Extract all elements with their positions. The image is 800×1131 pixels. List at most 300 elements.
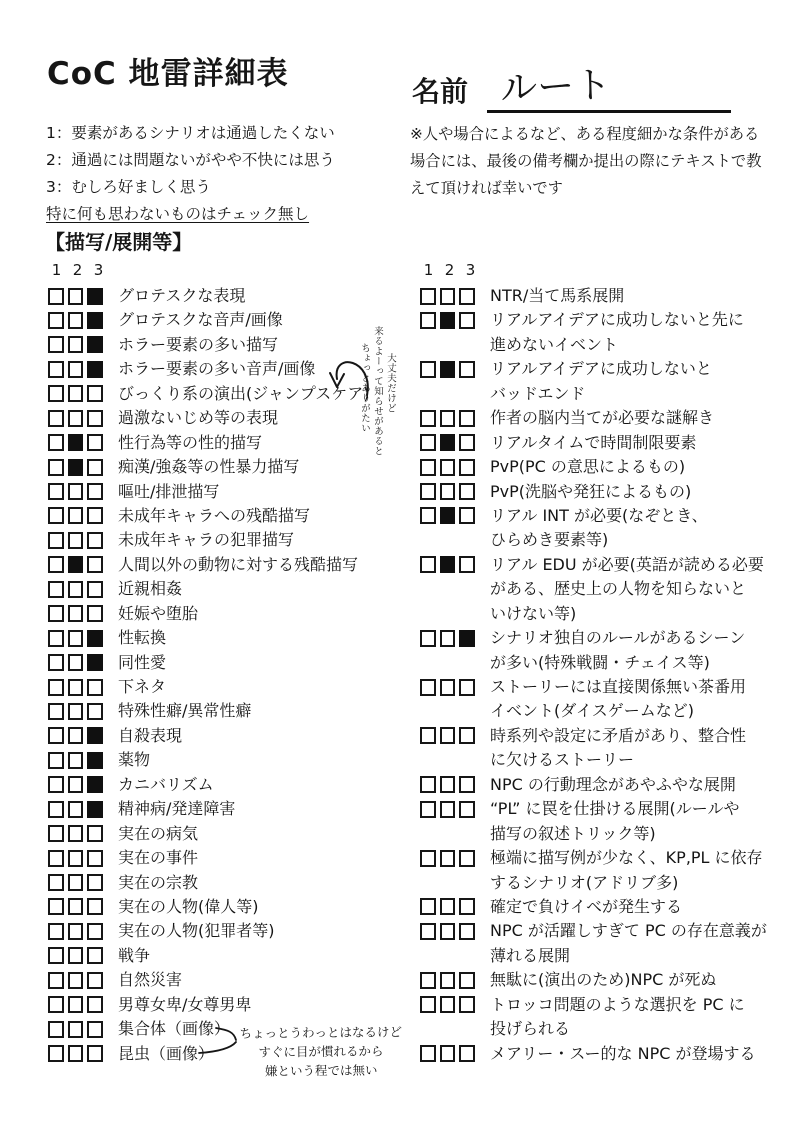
checkbox-2[interactable]: [68, 312, 84, 329]
checkbox-1[interactable]: [48, 679, 64, 696]
checkbox-3[interactable]: [87, 312, 103, 329]
item-label: カニバリズム: [118, 774, 214, 794]
rating-boxes: [420, 776, 479, 793]
rating-boxes: [420, 556, 479, 573]
checkbox-3[interactable]: [87, 874, 103, 891]
checkbox-1[interactable]: [48, 874, 64, 891]
checkbox-1[interactable]: [48, 605, 64, 622]
checklist-item: [48, 651, 408, 675]
checkbox-2[interactable]: [440, 727, 456, 744]
rating-boxes: [48, 923, 107, 940]
checkbox-1[interactable]: [48, 483, 64, 500]
scale-col-2: 2: [72, 261, 83, 279]
checkbox-1[interactable]: [420, 312, 436, 329]
checkbox-1[interactable]: [48, 410, 64, 427]
checkbox-2[interactable]: [440, 801, 456, 818]
checkbox-3[interactable]: [87, 459, 103, 476]
rating-boxes: [48, 727, 107, 744]
checkbox-3[interactable]: [87, 630, 103, 647]
checkbox-2[interactable]: [68, 630, 84, 647]
item-label: ストーリーには直接関係無い茶番用 イベント(ダイスゲームなど): [490, 677, 747, 721]
checkbox-2[interactable]: [440, 630, 456, 647]
checkbox-1[interactable]: [48, 630, 64, 647]
checkbox-1[interactable]: [48, 825, 64, 842]
checklist-item: [420, 675, 780, 724]
item-label: 作者の脳内当てが必要な謎解き: [490, 408, 715, 428]
checkbox-3[interactable]: [459, 556, 475, 573]
checkbox-1[interactable]: [420, 483, 436, 500]
rating-boxes: [48, 996, 107, 1013]
checkbox-1[interactable]: [48, 288, 64, 305]
item-label: リアルアイデアに成功しないと先に 進めないイベント: [490, 310, 744, 354]
checkbox-3[interactable]: [87, 1045, 103, 1062]
checkbox-2[interactable]: [68, 483, 84, 500]
checkbox-2[interactable]: [440, 776, 456, 793]
checklist-item: [420, 1042, 780, 1066]
checkbox-3[interactable]: [459, 972, 475, 989]
checkbox-3[interactable]: [459, 312, 475, 329]
checklist-item: [48, 626, 408, 650]
checkbox-2[interactable]: [68, 825, 84, 842]
checkbox-3[interactable]: [87, 801, 103, 818]
item-label: NTR/当て馬系展開: [490, 286, 625, 305]
checkbox-2[interactable]: [440, 459, 456, 476]
checkbox-2[interactable]: [68, 532, 84, 549]
rating-boxes: [48, 483, 107, 500]
checkbox-1[interactable]: [420, 727, 436, 744]
checkbox-2[interactable]: [68, 434, 84, 451]
checkbox-3[interactable]: [459, 801, 475, 818]
checkbox-2[interactable]: [440, 898, 456, 915]
item-label: 近親相姦: [118, 579, 183, 599]
checkbox-1[interactable]: [48, 727, 64, 744]
checklist-item: [48, 797, 408, 821]
item-label: ホラー要素の多い描写: [118, 334, 279, 354]
checkbox-3[interactable]: [87, 923, 103, 940]
item-label: 過激ないじめ等の表現: [118, 408, 279, 428]
checkbox-3[interactable]: [87, 556, 103, 573]
checkbox-1[interactable]: [48, 581, 64, 598]
checkbox-1[interactable]: [420, 361, 436, 378]
checkbox-3[interactable]: [87, 288, 103, 305]
rating-boxes: [420, 361, 479, 378]
checkbox-1[interactable]: [48, 996, 64, 1013]
checkbox-1[interactable]: [48, 556, 64, 573]
checklist-item: [420, 504, 780, 553]
no-check-note: 特に何も思わないものはチェック無し: [46, 205, 310, 223]
checkbox-2[interactable]: [68, 923, 84, 940]
rating-boxes: [48, 703, 107, 720]
rating-boxes: [48, 288, 107, 305]
checkbox-3[interactable]: [459, 410, 475, 427]
rating-boxes: [420, 434, 479, 451]
checkbox-3[interactable]: [87, 361, 103, 378]
checklist-item: [48, 577, 408, 601]
checklist-item: [48, 699, 408, 723]
checkbox-3[interactable]: [459, 923, 475, 940]
rating-boxes: [420, 996, 479, 1013]
checkbox-1[interactable]: [420, 776, 436, 793]
rating-boxes: [420, 288, 479, 305]
checkbox-3[interactable]: [87, 825, 103, 842]
checklist-item: [420, 724, 780, 773]
checkbox-3[interactable]: [87, 1021, 103, 1038]
checklist-item: [420, 406, 780, 430]
name-label: 名前: [412, 75, 469, 108]
checkbox-1[interactable]: [420, 288, 436, 305]
handdrawn-arrow-icon: [322, 349, 372, 403]
checklist-item: [420, 284, 780, 308]
item-label: NPC の行動理念があやふやな展開: [490, 774, 736, 794]
checkbox-2[interactable]: [68, 1021, 84, 1038]
checkbox-3[interactable]: [87, 752, 103, 769]
checkbox-2[interactable]: [440, 850, 456, 867]
item-label: “PL” に罠を仕掛ける展開(ルールや 描写の叙述トリック等): [490, 799, 740, 843]
item-label: リアルアイデアに成功しないと バッドエンド: [490, 359, 712, 403]
checkbox-1[interactable]: [48, 1045, 64, 1062]
item-label: グロテスクな音声/画像: [118, 310, 283, 330]
item-label: 集合体（画像）: [118, 1019, 231, 1039]
checkbox-1[interactable]: [420, 679, 436, 696]
checkbox-2[interactable]: [68, 727, 84, 744]
item-label: 薬物: [118, 750, 151, 770]
checklist-item: [48, 553, 408, 577]
checkbox-1[interactable]: [48, 312, 64, 329]
rating-boxes: [420, 898, 479, 915]
item-label: リアルタイムで時間制限要素: [490, 432, 697, 452]
item-label: びっくり系の演出(ジャンプスケア): [118, 383, 370, 403]
checkbox-2[interactable]: [440, 996, 456, 1013]
rating-boxes: [48, 825, 107, 842]
rating-boxes: [420, 727, 479, 744]
rating-boxes: [48, 459, 107, 476]
checkbox-2[interactable]: [68, 874, 84, 891]
checkbox-3[interactable]: [87, 336, 103, 353]
checkbox-2[interactable]: [68, 776, 84, 793]
checkbox-1[interactable]: [48, 947, 64, 964]
rating-boxes: [420, 801, 479, 818]
item-label: 無駄に(演出のため)NPC が死ぬ: [490, 970, 717, 990]
checkbox-1[interactable]: [48, 850, 64, 867]
checkbox-3[interactable]: [87, 483, 103, 500]
checkbox-3[interactable]: [87, 996, 103, 1013]
checkbox-2[interactable]: [68, 996, 84, 1013]
checkbox-1[interactable]: [48, 1021, 64, 1038]
rating-boxes: [48, 410, 107, 427]
item-label: 人間以外の動物に対する残酷描写: [118, 554, 359, 574]
rating-boxes: [48, 752, 107, 769]
checkbox-3[interactable]: [459, 850, 475, 867]
checkbox-1[interactable]: [48, 752, 64, 769]
scale-columns-right: [420, 261, 483, 279]
checkbox-3[interactable]: [459, 361, 475, 378]
item-label: 痴漢/強姦等の性暴力描写: [118, 457, 300, 477]
checkbox-2[interactable]: [68, 947, 84, 964]
checkbox-1[interactable]: [48, 459, 64, 476]
checkbox-1[interactable]: [420, 630, 436, 647]
checkbox-1[interactable]: [420, 923, 436, 940]
checkbox-3[interactable]: [87, 434, 103, 451]
checklist-item: [48, 919, 408, 943]
checkbox-1[interactable]: [48, 776, 64, 793]
rating-boxes: [48, 361, 107, 378]
checklist-item: [48, 504, 408, 528]
checkbox-2[interactable]: [68, 898, 84, 915]
checkbox-3[interactable]: [459, 288, 475, 305]
scale-col-1: 1: [51, 261, 62, 279]
checkbox-1[interactable]: [48, 923, 64, 940]
scale-col-3: 3: [465, 261, 476, 279]
checkbox-2[interactable]: [68, 703, 84, 720]
checkbox-3[interactable]: [87, 679, 103, 696]
item-label: 未成年キャラへの残酷描写: [118, 505, 311, 525]
checkbox-3[interactable]: [459, 483, 475, 500]
rating-boxes: [48, 556, 107, 573]
checkbox-1[interactable]: [420, 410, 436, 427]
name-handwritten-value[interactable]: ルート: [499, 63, 612, 110]
rating-boxes: [420, 459, 479, 476]
checklist-item: [48, 602, 408, 626]
checkbox-1[interactable]: [420, 507, 436, 524]
checkbox-2[interactable]: [68, 605, 84, 622]
rating-boxes: [48, 630, 107, 647]
checkbox-2[interactable]: [440, 972, 456, 989]
item-label: トロッコ問題のような選択を PC に 投げられる: [490, 994, 745, 1039]
scale-col-2: 2: [444, 261, 455, 279]
checkbox-1[interactable]: [48, 703, 64, 720]
scale-col-1: 1: [423, 261, 434, 279]
checkbox-1[interactable]: [420, 898, 436, 915]
item-label: PvP(洗脳や発狂によるもの): [490, 481, 692, 501]
checkbox-1[interactable]: [48, 361, 64, 378]
checkbox-2[interactable]: [68, 850, 84, 867]
checkbox-3[interactable]: [459, 434, 475, 451]
checklist-item: [420, 455, 780, 479]
checkbox-2[interactable]: [440, 288, 456, 305]
rating-boxes: [48, 801, 107, 818]
checkbox-1[interactable]: [420, 972, 436, 989]
checkbox-1[interactable]: [420, 459, 436, 476]
checkbox-2[interactable]: [440, 507, 456, 524]
item-label: 精神病/発達障害: [118, 799, 236, 819]
checkbox-3[interactable]: [87, 850, 103, 867]
checklist-item: [48, 455, 408, 479]
item-label: 未成年キャラの犯罪描写: [118, 530, 295, 550]
item-label: NPC が活躍しすぎて PC の存在意義が 薄れる展開: [490, 921, 767, 965]
item-label: 実在の人物(犯罪者等): [118, 921, 275, 941]
checkbox-3[interactable]: [459, 898, 475, 915]
handwritten-insect-note: ちょっとうわっとはなるけど すぐに目が慣れるから 嫌という程では無い: [239, 1024, 403, 1079]
item-label: 実在の病気: [118, 823, 199, 843]
rating-boxes: [420, 630, 479, 647]
checkbox-1[interactable]: [420, 556, 436, 573]
checklist-item: [48, 871, 408, 895]
scale-legend: [46, 120, 335, 228]
checkbox-3[interactable]: [459, 996, 475, 1013]
checkbox-3[interactable]: [87, 532, 103, 549]
rating-boxes: [48, 947, 107, 964]
checkbox-1[interactable]: [420, 850, 436, 867]
checklist-item: [420, 773, 780, 797]
checklist-item: [48, 944, 408, 968]
item-label: 実在の事件: [118, 848, 199, 868]
checkbox-1[interactable]: [420, 996, 436, 1013]
checkbox-3[interactable]: [87, 507, 103, 524]
scale-columns-left: [48, 261, 111, 279]
checkbox-2[interactable]: [68, 654, 84, 671]
checkbox-3[interactable]: [87, 703, 103, 720]
checklist-item: [420, 968, 780, 992]
checkbox-3[interactable]: [459, 1045, 475, 1062]
checkbox-1[interactable]: [48, 385, 64, 402]
checklist-item: [48, 748, 408, 772]
rating-boxes: [48, 434, 107, 451]
checkbox-3[interactable]: [459, 630, 475, 647]
checkbox-3[interactable]: [87, 410, 103, 427]
checkbox-2[interactable]: [68, 801, 84, 818]
checkbox-2[interactable]: [68, 336, 84, 353]
checkbox-2[interactable]: [68, 556, 84, 573]
checkbox-2[interactable]: [440, 483, 456, 500]
item-label: 昆虫（画像）: [118, 1043, 215, 1063]
checkbox-2[interactable]: [68, 459, 84, 476]
rating-boxes: [48, 336, 107, 353]
item-label: 性行為等の性的描写: [118, 432, 263, 452]
checklist-item: [48, 284, 408, 308]
checkbox-1[interactable]: [420, 801, 436, 818]
rating-boxes: [48, 850, 107, 867]
checklist-item: [48, 968, 408, 992]
item-label: 性転換: [118, 628, 167, 648]
item-label: 下ネタ: [118, 677, 167, 696]
item-label: 実在の人物(偉人等): [118, 896, 259, 916]
rating-boxes: [48, 312, 107, 329]
checkbox-3[interactable]: [87, 654, 103, 671]
checkbox-1[interactable]: [48, 336, 64, 353]
item-label: ホラー要素の多い音声/画像: [118, 359, 316, 379]
checkbox-2[interactable]: [68, 972, 84, 989]
checklist-column-right: [420, 284, 780, 1066]
item-label: シナリオ独自のルールがあるシーン が多い(特殊戦闘・チェイス等): [490, 628, 746, 672]
scale-col-3: 3: [93, 261, 104, 279]
checkbox-2[interactable]: [440, 410, 456, 427]
checkbox-2[interactable]: [68, 752, 84, 769]
rating-boxes: [48, 776, 107, 793]
checkbox-3[interactable]: [87, 385, 103, 402]
scale-note-3: 3：むしろ好ましく思う: [46, 178, 211, 196]
rating-boxes: [48, 898, 107, 915]
checkbox-2[interactable]: [440, 556, 456, 573]
checkbox-2[interactable]: [68, 410, 84, 427]
rating-boxes: [48, 1021, 107, 1038]
checkbox-3[interactable]: [87, 727, 103, 744]
checkbox-1[interactable]: [48, 972, 64, 989]
page-title: CoC 地雷詳細表: [47, 56, 289, 92]
checkbox-3[interactable]: [459, 507, 475, 524]
checkbox-2[interactable]: [68, 288, 84, 305]
item-label: 戦争: [118, 945, 151, 965]
rating-boxes: [48, 581, 107, 598]
checkbox-3[interactable]: [87, 947, 103, 964]
item-label: メアリー・スー的な NPC が登場する: [490, 1043, 756, 1063]
checklist-item: [48, 895, 408, 919]
rating-boxes: [420, 312, 479, 329]
checkbox-1[interactable]: [48, 654, 64, 671]
checkbox-3[interactable]: [459, 776, 475, 793]
checkbox-3[interactable]: [87, 898, 103, 915]
checkbox-2[interactable]: [440, 1045, 456, 1062]
checklist-item: [48, 308, 408, 332]
checkbox-1[interactable]: [420, 1045, 436, 1062]
checkbox-3[interactable]: [459, 727, 475, 744]
checkbox-1[interactable]: [48, 898, 64, 915]
checklist-item: [420, 846, 780, 895]
checkbox-3[interactable]: [459, 459, 475, 476]
checkbox-2[interactable]: [440, 923, 456, 940]
checkbox-2[interactable]: [68, 581, 84, 598]
checkbox-2[interactable]: [68, 1045, 84, 1062]
checklist-item: [48, 480, 408, 504]
checklist-item: [48, 675, 408, 699]
checkbox-3[interactable]: [87, 972, 103, 989]
checkbox-1[interactable]: [48, 532, 64, 549]
checklist-item: [420, 431, 780, 455]
checkbox-2[interactable]: [440, 361, 456, 378]
scale-note-1: 1：要素があるシナリオは通過したくない: [46, 124, 335, 142]
checkbox-1[interactable]: [48, 801, 64, 818]
rating-boxes: [48, 874, 107, 891]
rating-boxes: [48, 532, 107, 549]
checkbox-3[interactable]: [459, 679, 475, 696]
section-header: 【描写/展開等】: [45, 230, 193, 254]
checkbox-2[interactable]: [440, 434, 456, 451]
rating-boxes: [48, 972, 107, 989]
rating-boxes: [48, 385, 107, 402]
checkbox-3[interactable]: [87, 581, 103, 598]
checklist-item: [420, 895, 780, 919]
checkbox-2[interactable]: [440, 312, 456, 329]
checkbox-2[interactable]: [68, 361, 84, 378]
checkbox-2[interactable]: [68, 507, 84, 524]
checklist-item: [48, 406, 408, 430]
item-label: 同性愛: [118, 652, 167, 672]
rating-boxes: [420, 483, 479, 500]
checkbox-2[interactable]: [440, 679, 456, 696]
checkbox-2[interactable]: [68, 385, 84, 402]
item-label: 確定で負けイベが発生する: [490, 896, 683, 916]
item-label: リアル INT が必要(なぞとき、 ひらめき要素等): [490, 505, 708, 550]
rating-boxes: [48, 1045, 107, 1062]
item-label: 極端に描写例が少なく、KP,PL に依存 するシナリオ(アドリブ多): [490, 848, 763, 892]
checkbox-1[interactable]: [420, 434, 436, 451]
item-label: 時系列や設定に矛盾があり、整合性 に欠けるストーリー: [490, 725, 747, 770]
checklist-item: [420, 308, 780, 357]
rating-boxes: [420, 972, 479, 989]
checklist-item: [420, 993, 780, 1042]
item-label: PvP(PC の意思によるもの): [490, 457, 686, 477]
rating-boxes: [48, 654, 107, 671]
checklist-item: [420, 357, 780, 406]
item-label: リアル EDU が必要(英語が読める必要 がある、歴史上の人物を知らないと いけない等): [490, 554, 764, 623]
checkbox-2[interactable]: [68, 679, 84, 696]
checkbox-1[interactable]: [48, 434, 64, 451]
checkbox-3[interactable]: [87, 605, 103, 622]
checkbox-1[interactable]: [48, 507, 64, 524]
item-label: グロテスクな表現: [118, 286, 246, 305]
rating-boxes: [420, 1045, 479, 1062]
checkbox-3[interactable]: [87, 776, 103, 793]
scale-note-2: 2：通過には問題ないがやや不快には思う: [46, 151, 335, 169]
